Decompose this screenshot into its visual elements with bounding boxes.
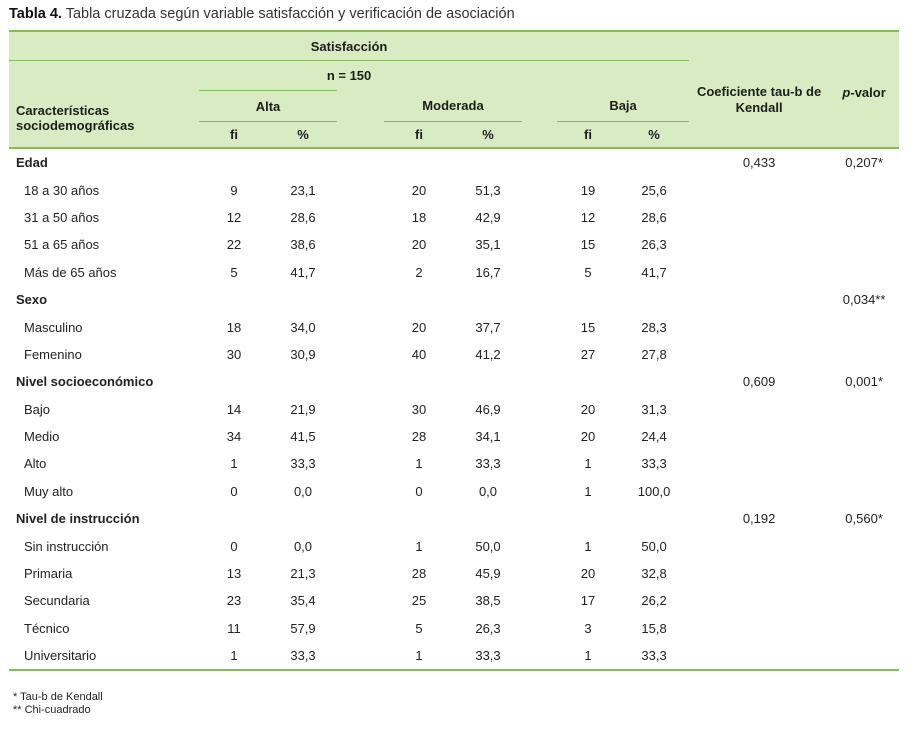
empty-cell (337, 505, 384, 532)
fi-value: 2 (415, 264, 423, 280)
fi-value: 34 (226, 429, 242, 445)
pct-value: 33,3 (454, 642, 522, 670)
pct-value: 41,7 (641, 264, 667, 280)
pct-value: 21,9 (290, 401, 316, 417)
fi-value: 27 (580, 346, 596, 362)
spacer-cell (337, 423, 384, 450)
empty-cell (689, 313, 829, 340)
pct-value: 100,0 (637, 483, 671, 499)
table-row (9, 204, 899, 231)
tau-b-value: 0,433 (742, 155, 776, 171)
spacer-cell (522, 560, 557, 587)
section-label: Nivel socioeconómico (16, 374, 154, 390)
spacer-cell (337, 615, 384, 642)
fi-value: 1 (199, 642, 269, 670)
pct-value: 28,6 (290, 209, 316, 225)
fi-value: 9 (230, 182, 238, 198)
spacer-cell (337, 478, 384, 505)
pct-value: 25,6 (641, 182, 667, 198)
spacer-cell (337, 396, 384, 423)
row-label: Muy alto (24, 483, 74, 499)
footnote-tau: * Tau-b de Kendall (13, 691, 103, 703)
empty-cell (829, 176, 899, 203)
fi-value: 20 (580, 566, 596, 582)
footnote-chi: ** Chi-cuadrado (13, 704, 91, 716)
fi-value: 15 (580, 237, 596, 253)
crosstab-table (9, 30, 899, 671)
row-label: Masculino (24, 319, 83, 335)
empty-cell (337, 368, 384, 395)
empty-cell (337, 286, 384, 313)
pct-value: 50,0 (475, 538, 501, 554)
fi-value: 3 (584, 620, 592, 636)
row-label: Más de 65 años (24, 264, 117, 280)
pct-value: 23,1 (290, 182, 316, 198)
pct-header: % (619, 122, 689, 149)
spacer-cell (522, 313, 557, 340)
table-caption (9, 6, 515, 22)
pct-value: 33,3 (475, 456, 501, 472)
table-row (9, 450, 899, 477)
row-label: Primaria (24, 566, 73, 582)
table-row (9, 615, 899, 642)
pvalor-header (829, 31, 899, 148)
row-label: Alto (24, 456, 47, 472)
empty-cell (689, 450, 829, 477)
empty-cell (829, 478, 899, 505)
pct-value: 28,3 (641, 319, 667, 335)
empty-cell (689, 204, 829, 231)
caption-text: Tabla cruzada según variable satisfacción y verificación de asociación (65, 6, 515, 22)
section-row (9, 286, 899, 313)
empty-cell (689, 560, 829, 587)
empty-cell (829, 259, 899, 286)
empty-cell (199, 148, 269, 176)
fi-value: 1 (584, 456, 592, 472)
spacer-cell (522, 423, 557, 450)
fi-value: 1 (415, 456, 423, 472)
empty-cell (689, 478, 829, 505)
empty-cell (522, 368, 557, 395)
empty-cell (619, 148, 689, 176)
fi-value: 0 (415, 483, 423, 499)
empty-cell (689, 532, 829, 559)
tau-b-value: 0,192 (742, 511, 776, 527)
row-label: Femenino (24, 346, 82, 362)
pct-value: 27,8 (641, 346, 667, 362)
empty-cell (522, 148, 557, 176)
empty-cell (689, 341, 829, 368)
empty-cell (829, 642, 899, 670)
empty-cell (454, 148, 522, 176)
p-value: 0,001* (845, 374, 883, 390)
spacer-cell (522, 204, 557, 231)
table-row (9, 176, 899, 203)
fi-value: 1 (415, 538, 423, 554)
row-label: Sin instrucción (24, 538, 109, 554)
pct-value: 51,3 (475, 182, 501, 198)
fi-value: 12 (226, 209, 242, 225)
pct-value: 15,8 (641, 620, 667, 636)
pct-value: 0,0 (293, 483, 313, 499)
empty-cell (689, 587, 829, 614)
n-header: n = 150 (9, 61, 689, 91)
pct-value: 33,3 (269, 642, 337, 670)
fi-value: 30 (226, 346, 242, 362)
fi-value: 12 (580, 209, 596, 225)
pct-value: 33,3 (290, 456, 316, 472)
table-row (9, 341, 899, 368)
fi-value: 5 (230, 264, 238, 280)
fi-value: 0 (230, 483, 238, 499)
fi-value: 19 (580, 182, 596, 198)
fi-value: 14 (226, 401, 242, 417)
empty-cell (557, 286, 619, 313)
fi-value: 1 (584, 538, 592, 554)
empty-cell (269, 286, 337, 313)
chars-header: Características sociodemográficas (9, 91, 199, 149)
empty-cell (689, 396, 829, 423)
fi-value: 1 (584, 483, 592, 499)
section-row (9, 368, 899, 395)
row-label: Técnico (24, 620, 70, 636)
row-label: Secundaria (24, 593, 90, 609)
table-row (9, 478, 899, 505)
fi-value: 15 (580, 319, 596, 335)
fi-value: 20 (411, 182, 427, 198)
fi-value: 5 (415, 620, 423, 636)
fi-value: 25 (411, 593, 427, 609)
group-moderada: Moderada (422, 98, 484, 114)
table-row (9, 231, 899, 258)
row-label: Universitario (9, 642, 199, 670)
spacer-cell (337, 450, 384, 477)
caption-label: Tabla 4. (9, 6, 62, 22)
empty-cell (689, 615, 829, 642)
table-row (9, 560, 899, 587)
pvalor-rest: -valor (850, 85, 886, 100)
pct-value: 34,1 (475, 429, 501, 445)
fi-value: 23 (226, 593, 242, 609)
row-label: 31 a 50 años (24, 209, 100, 225)
fi-value: 1 (230, 456, 238, 472)
section-row (9, 148, 899, 176)
spacer-cell (522, 259, 557, 286)
table-row (9, 423, 899, 450)
spacer-cell (337, 587, 384, 614)
fi-value: 30 (411, 401, 427, 417)
p-value: 0,560* (845, 511, 883, 527)
empty-cell (557, 368, 619, 395)
pct-value: 31,3 (641, 401, 667, 417)
p-value: 0,034** (842, 292, 886, 308)
pct-value: 42,9 (475, 209, 501, 225)
empty-cell (199, 505, 269, 532)
fi-value: 28 (411, 429, 427, 445)
pct-value: 41,5 (290, 429, 316, 445)
empty-cell (199, 286, 269, 313)
pct-value: 41,2 (475, 346, 501, 362)
pct-value: 37,7 (475, 319, 501, 335)
empty-cell (384, 368, 454, 395)
empty-cell (269, 148, 337, 176)
pct-value: 34,0 (290, 319, 316, 335)
empty-cell (689, 176, 829, 203)
empty-cell (199, 368, 269, 395)
footnotes (13, 691, 103, 717)
pct-value: 35,4 (290, 593, 316, 609)
fi-value: 18 (226, 319, 242, 335)
pct-value: 30,9 (290, 346, 316, 362)
pct-value: 33,3 (619, 642, 689, 670)
pct-value: 0,0 (293, 538, 313, 554)
spacer-cell (522, 231, 557, 258)
fi-value: 22 (226, 237, 242, 253)
fi-header: fi (384, 122, 454, 149)
spacer-cell (337, 259, 384, 286)
pct-value: 57,9 (290, 620, 316, 636)
spacer-cell (337, 560, 384, 587)
empty-cell (829, 615, 899, 642)
empty-cell (829, 587, 899, 614)
pct-value: 16,7 (475, 264, 501, 280)
satisfaccion-header: Satisfacción (9, 31, 689, 61)
table-body (9, 148, 899, 670)
table-row (9, 532, 899, 559)
empty-cell (829, 341, 899, 368)
empty-cell (522, 505, 557, 532)
fi-value: 1 (384, 642, 454, 670)
spacer-cell (337, 642, 384, 670)
empty-cell (619, 286, 689, 313)
row-label: 18 a 30 años (24, 182, 100, 198)
pvalor-p: p (842, 85, 851, 100)
fi-value: 1 (557, 642, 619, 670)
coef-header: Coeficiente tau-b de Kendall (689, 31, 829, 148)
section-row (9, 505, 899, 532)
pct-value: 24,4 (641, 429, 667, 445)
empty-cell (522, 286, 557, 313)
spacer-cell (337, 176, 384, 203)
spacer-cell (522, 587, 557, 614)
empty-cell (689, 231, 829, 258)
empty-cell (829, 532, 899, 559)
pct-value: 26,2 (641, 593, 667, 609)
empty-cell (384, 286, 454, 313)
fi-value: 5 (584, 264, 592, 280)
empty-cell (454, 286, 522, 313)
empty-cell (689, 423, 829, 450)
fi-value: 20 (580, 429, 596, 445)
fi-value: 13 (226, 566, 242, 582)
empty-cell (557, 148, 619, 176)
fi-header: fi (199, 122, 269, 149)
pct-value: 0,0 (478, 483, 498, 499)
empty-cell (454, 368, 522, 395)
pct-value: 50,0 (641, 538, 667, 554)
empty-cell (689, 642, 829, 670)
spacer-cell (337, 204, 384, 231)
pct-value: 26,3 (641, 237, 667, 253)
pct-value: 45,9 (475, 566, 501, 582)
pct-header: % (269, 122, 337, 149)
empty-cell (454, 505, 522, 532)
pct-value: 21,3 (290, 566, 316, 582)
row-label: Medio (24, 429, 60, 445)
spacer-cell (522, 532, 557, 559)
section-label: Sexo (16, 292, 48, 308)
spacer-cell (337, 532, 384, 559)
empty-cell (269, 368, 337, 395)
spacer-cell (522, 176, 557, 203)
row-label: Bajo (24, 401, 51, 417)
tau-b-value (689, 286, 829, 313)
fi-value: 18 (411, 209, 427, 225)
spacer-cell (522, 642, 557, 670)
fi-value: 17 (580, 593, 596, 609)
empty-cell (337, 148, 384, 176)
fi-value: 20 (411, 237, 427, 253)
tau-b-value: 0,609 (742, 374, 776, 390)
spacer-cell (337, 231, 384, 258)
empty-cell (557, 505, 619, 532)
pct-value: 35,1 (475, 237, 501, 253)
pct-value: 26,3 (475, 620, 501, 636)
pct-value: 41,7 (290, 264, 316, 280)
fi-header: fi (557, 122, 619, 149)
pct-value: 33,3 (641, 456, 667, 472)
fi-value: 28 (411, 566, 427, 582)
pct-value: 38,5 (475, 593, 501, 609)
spacer-cell (522, 341, 557, 368)
spacer-cell (522, 478, 557, 505)
group-alta: Alta (199, 91, 337, 122)
table-row (9, 259, 899, 286)
empty-cell (829, 396, 899, 423)
pct-value: 38,6 (290, 237, 316, 253)
section-label: Edad (16, 155, 48, 171)
fi-value: 20 (580, 401, 596, 417)
fi-value: 11 (227, 620, 241, 636)
empty-cell (619, 368, 689, 395)
table-row (9, 313, 899, 340)
table-row (9, 587, 899, 614)
spacer-cell (522, 615, 557, 642)
empty-cell (829, 313, 899, 340)
fi-value: 40 (411, 346, 427, 362)
section-label: Nivel de instrucción (16, 511, 140, 527)
pct-value: 28,6 (641, 209, 667, 225)
table-row (9, 642, 899, 670)
spacer-cell (337, 341, 384, 368)
empty-cell (384, 148, 454, 176)
group-baja: Baja (609, 98, 637, 114)
table-row (9, 396, 899, 423)
empty-cell (619, 505, 689, 532)
table-header (9, 31, 899, 148)
empty-cell (829, 560, 899, 587)
fi-value: 0 (230, 538, 238, 554)
empty-cell (269, 505, 337, 532)
empty-cell (689, 259, 829, 286)
spacer-cell (337, 313, 384, 340)
pct-value: 46,9 (475, 401, 501, 417)
p-value: 0,207* (845, 155, 883, 171)
empty-cell (829, 231, 899, 258)
row-label: 51 a 65 años (24, 237, 100, 253)
pct-header: % (454, 122, 522, 149)
empty-cell (829, 204, 899, 231)
empty-cell (384, 505, 454, 532)
spacer-cell (522, 396, 557, 423)
pct-value: 32,8 (641, 566, 667, 582)
fi-value: 20 (411, 319, 427, 335)
empty-cell (829, 423, 899, 450)
empty-cell (829, 450, 899, 477)
spacer-cell (522, 450, 557, 477)
